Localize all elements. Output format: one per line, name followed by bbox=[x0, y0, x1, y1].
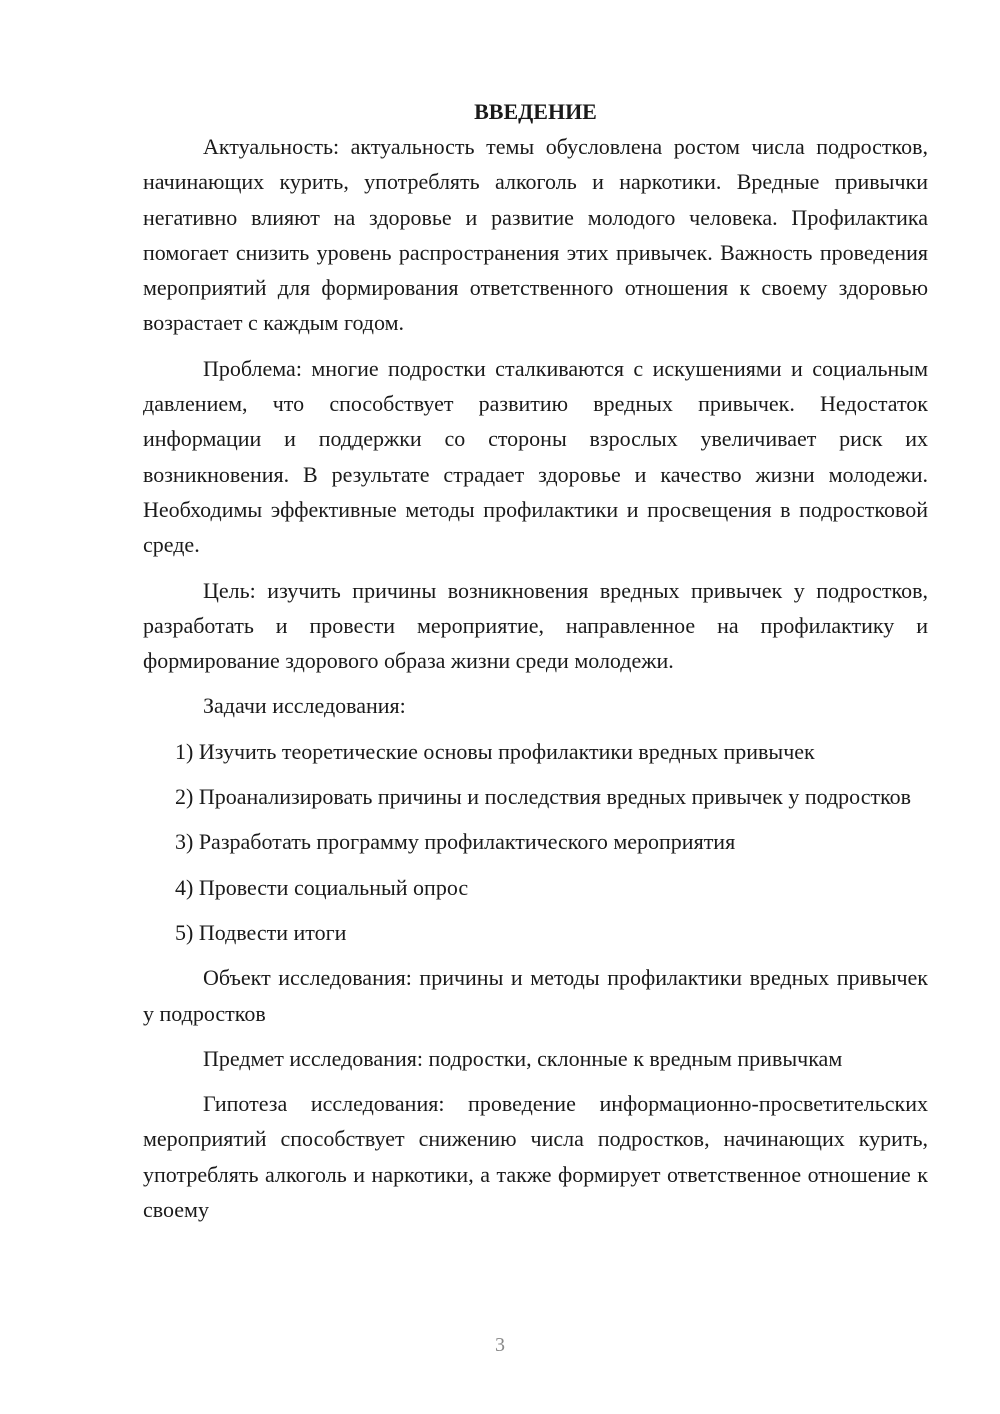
object-paragraph: Объект исследования: причины и методы профилактики вредных привычек у подростков bbox=[143, 965, 928, 1026]
relevance-paragraph: Актуальность: актуальность темы обусловлена ростом числа подростков, начинающих курить, употреблять алкоголь и наркотики. Вредные привычки негативно влияют на здоровье и развитие молодого человека. Профилактика помогает снизить уровень распространения этих привычек. Важность проведения мероприятий для формирования ответственного отношения к своему здоровью возрастает с каждым годом. bbox=[143, 134, 928, 336]
tasks-heading: Задачи исследования: bbox=[203, 693, 406, 719]
subject-paragraph: Предмет исследования: подростки, склонные к вредным привычкам bbox=[203, 1045, 843, 1071]
task-item-4: 4) Провести социальный опрос bbox=[175, 874, 469, 900]
page-number: 3 bbox=[495, 1334, 505, 1356]
problem-paragraph: Проблема: многие подростки сталкиваются с искушениями и социальным давлением, что способствует развитию вредных привычек. Недостаток информации и поддержки со стороны взрослых увеличивает риск их возникновения. В результате страдает здоровье и качество жизни молодежи. Необходимы эффективные методы профилактики и просвещения в подростковой среде. bbox=[143, 355, 928, 558]
hypothesis-paragraph: Гипотеза исследования: проведение информационно-просветительских мероприятий способствует снижению числа подростков, начинающих курить, употреблять алкоголь и наркотики, а также формирует ответственное отношение к своему bbox=[143, 1091, 928, 1223]
page-title: ВВЕДЕНИЕ bbox=[474, 99, 597, 124]
task-item-2: 2) Проанализировать причины и последствия вредных привычек у подростков bbox=[175, 784, 912, 810]
page-content bbox=[143, 94, 928, 1237]
task-item-1: 1) Изучить теоретические основы профилактики вредных привычек bbox=[175, 738, 815, 764]
goal-paragraph: Цель: изучить причины возникновения вредных привычек у подростков, разработать и провести мероприятие, направленное на профилактику и формирование здорового образа жизни среди молодежи. bbox=[143, 577, 928, 674]
task-item-5: 5) Подвести итоги bbox=[175, 919, 347, 945]
task-item-3: 3) Разработать программу профилактического мероприятия bbox=[175, 829, 736, 855]
